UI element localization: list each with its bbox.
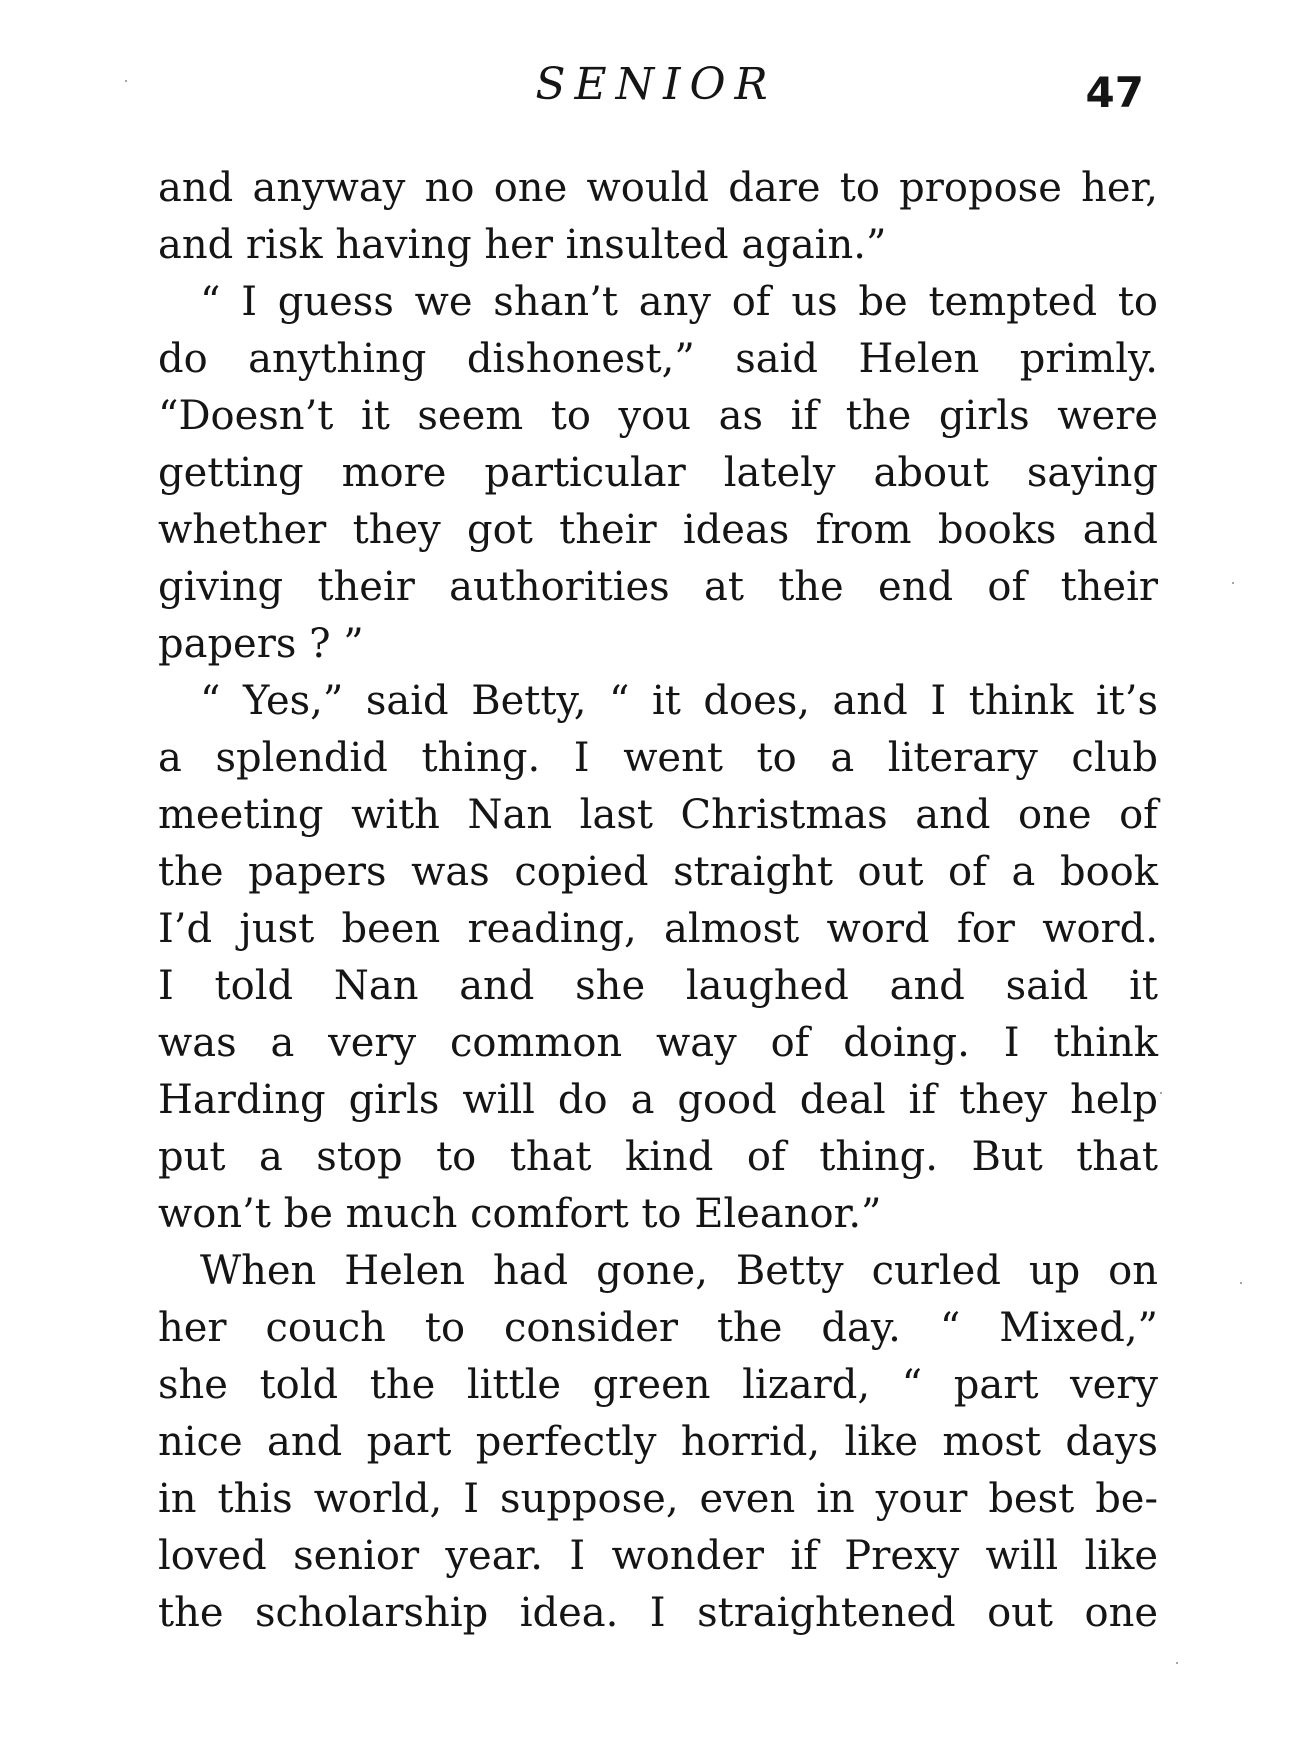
text-line: was a very common way of doing. I think [158, 1020, 1158, 1066]
paper-speck [1160, 1092, 1162, 1094]
text-line: won’t be much comfort to Eleanor.” [158, 1191, 882, 1237]
paper-speck [1240, 1282, 1242, 1284]
text-line: put a stop to that kind of thing. But that [158, 1134, 1158, 1180]
text-line: a splendid thing. I went to a literary club [158, 735, 1158, 781]
text-line: in this world, I suppose, even in your best be- [158, 1476, 1158, 1522]
text-line: I told Nan and she laughed and said it [158, 963, 1158, 1009]
text-line: I’d just been reading, almost word for word. [158, 906, 1158, 952]
text-line: do anything dishonest,” said Helen primly. [158, 336, 1158, 382]
text-line: getting more particular lately about saying [158, 450, 1158, 496]
text-line: When Helen had gone, Betty curled up on [200, 1248, 1158, 1294]
text-line: and risk having her insulted again.” [158, 222, 887, 268]
text-line: the scholarship idea. I straightened out one [158, 1590, 1158, 1636]
paper-speck [125, 80, 127, 82]
paper-speck [1176, 1662, 1178, 1664]
text-line: nice and part perfectly horrid, like most days [158, 1419, 1158, 1465]
paper-speck [1232, 582, 1234, 584]
text-line: her couch to consider the day. “ Mixed,” [158, 1305, 1158, 1351]
text-line: “Doesn’t it seem to you as if the girls were [158, 393, 1158, 439]
text-line: she told the little green lizard, “ part very [158, 1362, 1158, 1408]
text-line: Harding girls will do a good deal if they help [158, 1077, 1158, 1123]
text-line: “ I guess we shan’t any of us be tempted to [200, 279, 1158, 325]
page-number: 47 [1085, 68, 1144, 117]
text-line: loved senior year. I wonder if Prexy will like [158, 1533, 1158, 1579]
text-line: meeting with Nan last Christmas and one of [158, 792, 1158, 838]
text-line: “ Yes,” said Betty, “ it does, and I think it’s [200, 678, 1158, 724]
text-line: papers ? ” [158, 621, 364, 667]
text-line: whether they got their ideas from books and [158, 507, 1158, 553]
text-line: the papers was copied straight out of a book [158, 849, 1158, 895]
running-title: SENIOR [535, 59, 777, 110]
body-text [158, 160, 1158, 1642]
running-head [0, 55, 1312, 125]
text-line: giving their authorities at the end of their [158, 564, 1158, 610]
text-line: and anyway no one would dare to propose her, [158, 165, 1158, 211]
